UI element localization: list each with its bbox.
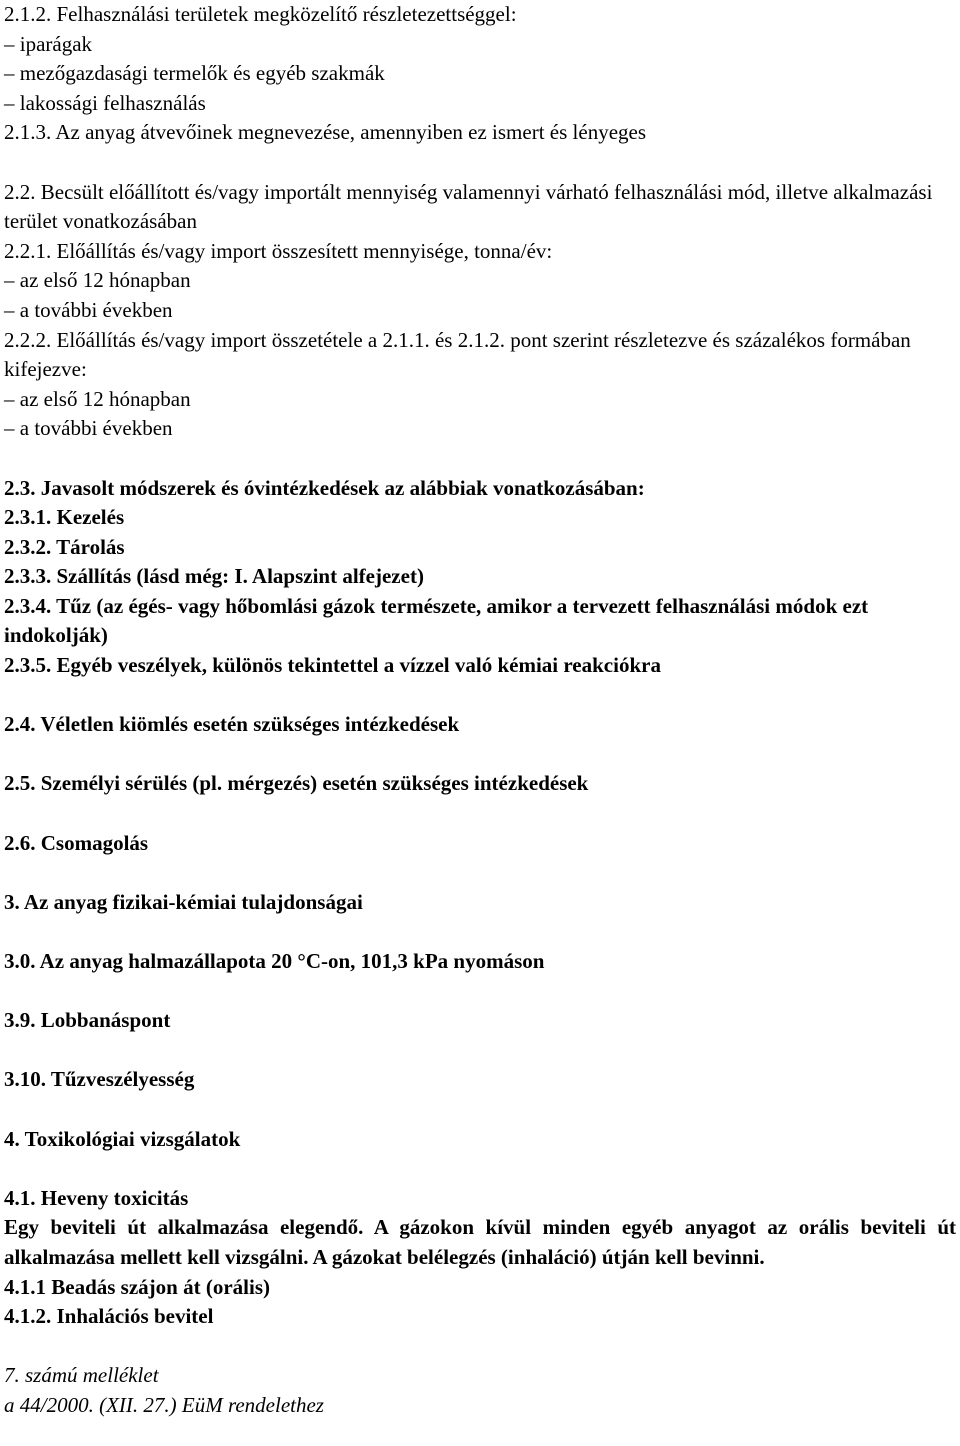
section-2-2-1-heading: 2.2.1. Előállítás és/vagy import összesített mennyisége, tonna/év: [4, 238, 553, 263]
list-item: – a további években [4, 297, 173, 322]
section-4-1-1-heading: 4.1.1 Beadás szájon át (orális) [4, 1274, 270, 1299]
section-3-heading: 3. Az anyag fizikai-kémiai tulajdonságai [4, 889, 363, 914]
footer-decree-reference: a 44/2000. (XII. 27.) EüM rendelethez [4, 1392, 324, 1417]
list-item: – lakossági felhasználás [4, 90, 206, 115]
section-2-5-heading: 2.5. Személyi sérülés (pl. mérgezés) esetén szükséges intézkedések [4, 771, 589, 796]
section-3-0-heading: 3.0. Az anyag halmazállapota 20 °C-on, 101,3 kPa nyomáson [4, 949, 545, 973]
list-item: – az első 12 hónapban [4, 268, 191, 293]
section-2-1-3-heading: 2.1.3. Az anyag átvevőinek megnevezése, amennyiben ez ismert és lényeges [4, 120, 647, 145]
list-item: – iparágak [4, 31, 93, 56]
section-2-6-heading: 2.6. Csomagolás [4, 830, 149, 855]
section-2-3-1-heading: 2.3.1. Kezelés [4, 505, 125, 530]
section-4-1-heading: 4.1. Heveny toxicitás [4, 1185, 189, 1210]
section-4-heading: 4. Toxikológiai vizsgálatok [4, 1126, 241, 1151]
section-2-3-2-heading: 2.3.2. Tárolás [4, 534, 125, 559]
list-item: – az első 12 hónapban [4, 386, 191, 411]
section-3-9-heading: 3.9. Lobbanáspont [4, 1008, 171, 1033]
section-2-4-heading: 2.4. Véletlen kiömlés esetén szükséges intézkedések [4, 712, 460, 737]
section-4-1-2-heading: 4.1.2. Inhalációs bevitel [4, 1304, 214, 1329]
section-4-1-paragraph: Egy beviteli út alkalmazása elegendő. A gázokon kívül minden egyéb anyagot az orális beviteli út alkalmazása mellett kell vizsgálni. A gázokat belélegzés (inhaláció) útján kell bevinni. [4, 1215, 956, 1269]
section-2-3-3-heading: 2.3.3. Szállítás (lásd még: I. Alapszint alfejezet) [4, 564, 424, 589]
section-2-3-heading: 2.3. Javasolt módszerek és óvintézkedések az alábbiak vonatkozásában: [4, 475, 645, 500]
section-2-3-4-heading: 2.3.4. Tűz (az égés- vagy hőbomlási gázok természete, amikor a tervezett felhasználási módok ezt indokolják) [4, 593, 869, 648]
list-item: – a további években [4, 416, 173, 441]
list-item: – mezőgazdasági termelők és egyéb szakmák [4, 61, 385, 86]
section-2-2-heading: 2.2. Becsült előállított és/vagy importált mennyiség valamennyi várható felhasználási mód, illetve alkalmazási terület vonatkozásában [4, 179, 933, 234]
section-2-3-5-heading: 2.3.5. Egyéb veszélyek, különös tekintettel a vízzel való kémiai reakciókra [4, 653, 661, 678]
section-2-1-2-heading: 2.1.2. Felhasználási területek megközelítő részletezettséggel: [4, 2, 517, 26]
footer-annex-label: 7. számú melléklet [4, 1363, 159, 1388]
section-3-10-heading: 3.10. Tűzveszélyesség [4, 1067, 195, 1092]
section-2-2-2-heading: 2.2.2. Előállítás és/vagy import összetétele a 2.1.1. és 2.1.2. pont szerint részletezve és százalékos formában kifejezve: [4, 327, 911, 382]
